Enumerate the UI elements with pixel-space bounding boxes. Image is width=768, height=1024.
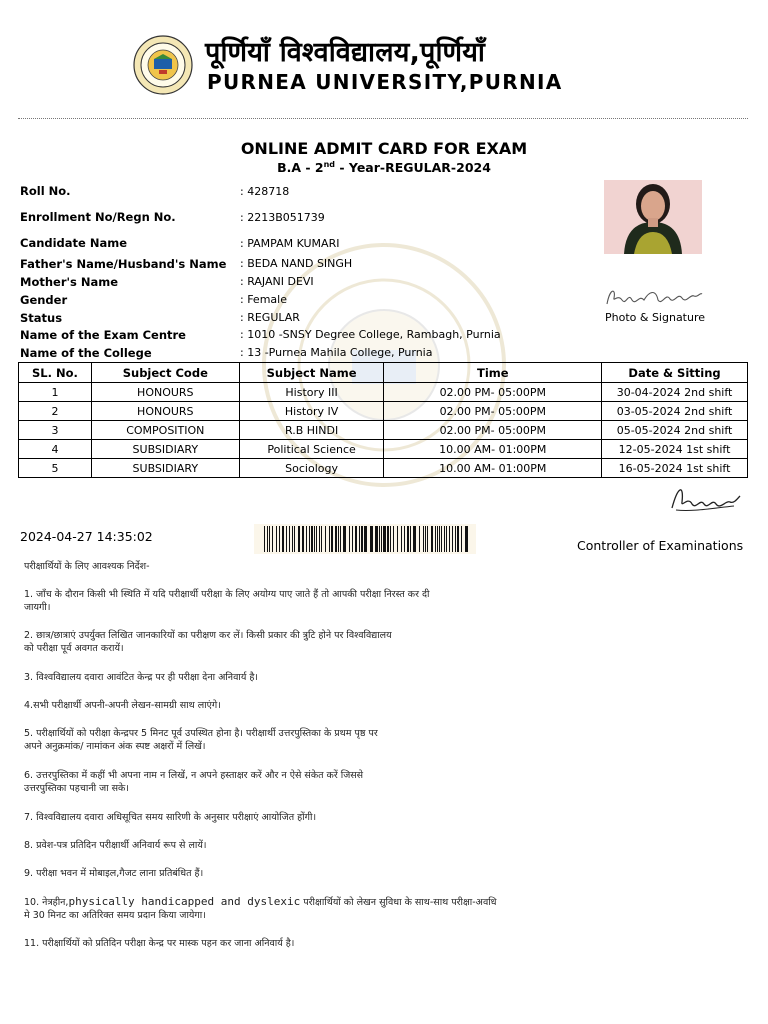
- enrollment-label: Enrollment No/Regn No.: [20, 210, 176, 224]
- college-label: Name of the College: [20, 346, 152, 360]
- header-subject-code: Subject Code: [91, 363, 239, 383]
- cell-subject-code: HONOURS: [91, 383, 239, 402]
- cell-date-sitting: 12-05-2024 1st shift: [602, 440, 748, 459]
- cell-time: 02.00 PM- 05:00PM: [384, 383, 602, 402]
- cell-sl-no: 5: [19, 459, 92, 478]
- cell-subject-name: History IV: [239, 402, 384, 421]
- cell-subject-name: History III: [239, 383, 384, 402]
- table-row: [19, 459, 748, 478]
- roll-no-value: : 428718: [240, 185, 290, 198]
- cell-sl-no: 3: [19, 421, 92, 440]
- cell-date-sitting: 30-04-2024 2nd shift: [602, 383, 748, 402]
- instruction-item: 10. नेत्रहीन,physically handicapped and dyslexic परीक्षार्थियों को लेखन सुविधा के साथ-साथ परीक्षा-अवधि: [24, 895, 497, 908]
- instruction-item: 6. उत्तरपुस्तिका में कहीं भी अपना नाम न लिखें, न अपने हस्ताक्षर करें और न ऐसे संकेत करें जिससे: [24, 770, 364, 781]
- instruction-item: मे 30 मिनट का अतिरिक्त समय प्रदान किया जायेगा।: [24, 910, 206, 921]
- header-date-sitting: Date & Sitting: [602, 363, 748, 383]
- university-name-hindi: पूर्णियाँ विश्वविद्यालय,पूर्णियाँ: [205, 37, 486, 68]
- father-name-value: : BEDA NAND SINGH: [240, 257, 353, 270]
- header-subject-name: Subject Name: [239, 363, 384, 383]
- instruction-item: 7. विश्वविद्यालय दवारा अधिसूचित समय सारिणी के अनुसार परीक्षाएं आयोजित होंगी।: [24, 812, 317, 823]
- university-name-english: PURNEA UNIVERSITY,PURNIA: [207, 70, 563, 94]
- instruction-item: उत्तरपुस्तिका पहचानी जा सके।: [24, 783, 129, 794]
- cell-subject-code: SUBSIDIARY: [91, 440, 239, 459]
- cell-time: 10.00 AM- 01:00PM: [384, 459, 602, 478]
- gender-value: : Female: [240, 293, 287, 306]
- cell-sl-no: 1: [19, 383, 92, 402]
- controller-signature: [668, 482, 742, 516]
- instruction-item: 2. छात्र/छात्राएं उपर्युक्त लिखित जानकारियों का परीक्षण कर लें। किसी प्रकार की त्रुटि होने पर विश्वविद्यालय: [24, 630, 392, 641]
- candidate-name-value: : PAMPAM KUMARI: [240, 237, 340, 250]
- cell-time: 10.00 AM- 01:00PM: [384, 440, 602, 459]
- gender-label: Gender: [20, 293, 68, 307]
- university-logo: [133, 35, 193, 95]
- college-value: : 13 -Purnea Mahila College, Purnia: [240, 346, 433, 359]
- mother-name-label: Mother's Name: [20, 275, 119, 289]
- timestamp: 2024-04-27 14:35:02: [20, 529, 153, 544]
- photo-signature-caption: Photo & Signature: [605, 311, 706, 324]
- barcode: [254, 524, 476, 554]
- instruction-item: 8. प्रवेश-पत्र प्रतिदिन परीक्षार्थी अनिवार्य रूप से लायें।: [24, 840, 207, 851]
- cell-date-sitting: 16-05-2024 1st shift: [602, 459, 748, 478]
- status-label: Status: [20, 311, 63, 325]
- exam-centre-value: : 1010 -SNSY Degree College, Rambagh, Purnia: [240, 328, 501, 341]
- table-row: [19, 421, 748, 440]
- candidate-name-label: Candidate Name: [20, 236, 128, 250]
- cell-sl-no: 4: [19, 440, 92, 459]
- cell-subject-code: COMPOSITION: [91, 421, 239, 440]
- roll-no-label: Roll No.: [20, 184, 71, 198]
- page-title: ONLINE ADMIT CARD FOR EXAM: [240, 139, 528, 158]
- mother-name-value: : RAJANI DEVI: [240, 275, 314, 288]
- table-row: [19, 402, 748, 421]
- instruction-item: अपने अनुक्रमांक/ नामांकन अंक स्पष्ट अक्षरों में लिखें।: [24, 741, 206, 752]
- instruction-item: 9. परीक्षा भवन में मोबाइल,गैजट लाना प्रतिबंधित हैं।: [24, 868, 204, 879]
- cell-subject-code: SUBSIDIARY: [91, 459, 239, 478]
- controller-of-examinations: Controller of Examinations: [577, 538, 744, 553]
- instruction-item: जायगी।: [24, 602, 51, 613]
- instruction-item: 11. परीक्षार्थियों को प्रतिदिन परीक्षा केन्द्र पर मास्क पहन कर जाना अनिवार्य है।: [24, 938, 295, 949]
- instruction-item: को परीक्षा पूर्व अवगत करायें।: [24, 643, 124, 654]
- cell-time: 02.00 PM- 05:00PM: [384, 421, 602, 440]
- instruction-item: 5. परीक्षार्थियों को परीक्षा केन्द्रपर 5 मिनट पूर्व उपस्थित होना है। परीक्षार्थी उत्तरपुस्तिका के प्रथम पृष्ठ पर: [24, 728, 378, 739]
- enrollment-value: : 2213B051739: [240, 211, 325, 224]
- cell-subject-name: R.B HINDI: [239, 421, 384, 440]
- header-time: Time: [384, 363, 602, 383]
- father-name-label: Father's Name/Husband's Name: [20, 257, 227, 271]
- cell-subject-name: Sociology: [239, 459, 384, 478]
- cell-subject-code: HONOURS: [91, 402, 239, 421]
- instruction-item: 1. जाँच के दौरान किसी भी स्थिति में यदि परीक्षार्थी परीक्षा के लिए अयोग्य पाए जाते हैं तो आपकी परीक्षा निरस्त कर दी: [24, 589, 430, 600]
- table-row: [19, 383, 748, 402]
- exam-subtitle: B.A - 2nd - Year-REGULAR-2024: [277, 160, 491, 176]
- instructions-heading: परीक्षार्थियों के लिए आवश्यक निर्देश-: [24, 561, 150, 572]
- table-header-row: [19, 363, 748, 383]
- header-divider: [18, 118, 748, 119]
- status-value: : REGULAR: [240, 311, 300, 324]
- table-row: [19, 440, 748, 459]
- candidate-photo: [604, 180, 702, 254]
- cell-date-sitting: 03-05-2024 2nd shift: [602, 402, 748, 421]
- instruction-item: 3. विश्वविद्यालय दवारा आवंटित केन्द्र पर ही परीक्षा देना अनिवार्य है।: [24, 672, 258, 683]
- instruction-item: 4.सभी परीक्षार्थी अपनी-अपनी लेखन-सामग्री साथ लाएंगे।: [24, 700, 221, 711]
- exam-schedule-table: [18, 362, 748, 478]
- cell-date-sitting: 05-05-2024 2nd shift: [602, 421, 748, 440]
- cell-subject-name: Political Science: [239, 440, 384, 459]
- candidate-signature: [604, 284, 704, 312]
- exam-centre-label: Name of the Exam Centre: [20, 328, 186, 342]
- header-sl-no: SL. No.: [19, 363, 92, 383]
- cell-sl-no: 2: [19, 402, 92, 421]
- cell-time: 02.00 PM- 05:00PM: [384, 402, 602, 421]
